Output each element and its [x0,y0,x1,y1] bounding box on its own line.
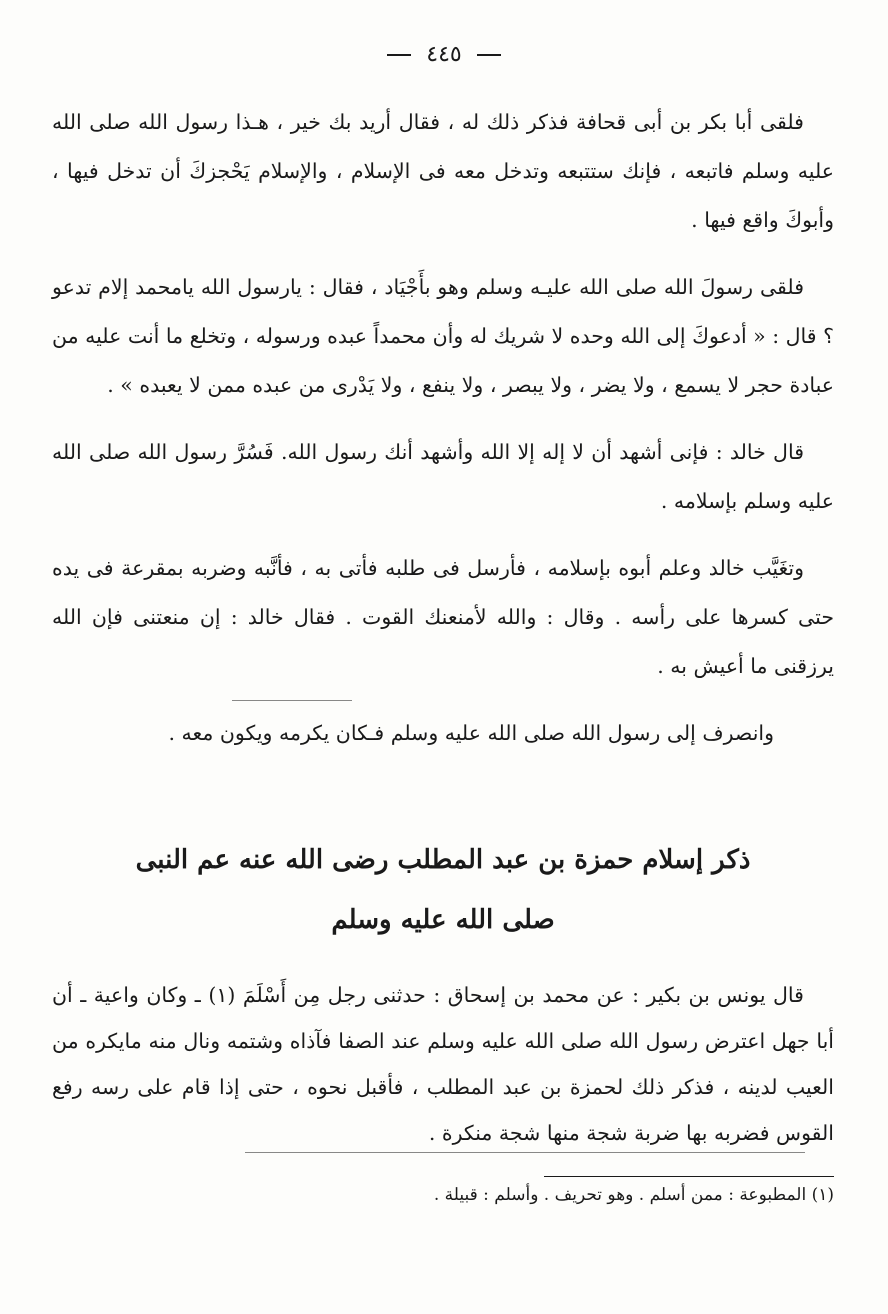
page-number-value: ٤٤٥ [426,42,462,67]
paragraph-khalid-father: وتغَيَّب خالد وعلم أبوه بإسلامه ، فأرسل فى طلبه فأتى به ، فأنَّبه وضربه بمقرعة فى يده حتى كسرها على رأسه . وقال : والله لأمنعنك القوت . فقال خالد : إن منعتنى فإن الله يرزقنى ما أعيش به . [52,556,834,678]
section-heading-line-2: صلى الله عليه وسلم [331,905,555,935]
footnote-divider [544,1176,834,1177]
pencil-underline-mark [232,700,352,701]
main-text-block [52,98,834,776]
page-number-dash-right [387,54,411,56]
paragraph-khalid-testimony: قال خالد : فإنى أشهد أن لا إله إلا الله وأشهد أنك رسول الله. فَسُرَّ رسول الله صلى الله عليه وسلم بإسلامه . [52,440,834,513]
section-heading-line-1: ذكر إسلام حمزة بن عبد المطلب رضى الله عنه عم النبى [135,845,751,875]
paragraph-meeting-prophet: فلقى رسولَ الله صلى الله عليـه وسلم وهو بأَجْيَاد ، فقال : يارسول الله يامحمد إلام تدعو ؟ قال : « أدعوكَ إلى الله وحده لا شريك له وأن محمداً عبده ورسوله ، وتخلع ما أنت عليه من عبادة حجر لا يسمع ، ولا يضر ، ولا يبصر ، ولا ينفع ، ولا يَدْرى من عبده ممن لا يعبده » . [52,275,834,397]
footnote: (١) المطبوعة : ممن أسلم . وهو تحريف . وأسلم : قبيلة . [433,1185,834,1205]
section-text-block [52,972,834,1174]
paragraph-yunus-narration: قال يونس بن بكير : عن محمد بن إسحاق : حدثنى رجل مِن أَسْلَمَ (١) ـ وكان واعية ـ أن أبا جهل اعترض رسول الله صلى الله عليه وسلم عند الصفا فآذاه وشتمه ونال منه مايكره من العيب لدينه ، فذكر ذلك لحمزة بن عبد المطلب ، فأقبل نحوه ، حتى إذا قام على رسه رفع القوس فضربه بها ضربة شجة منها شجة منكرة . [52,983,834,1145]
section-heading [52,830,834,950]
pencil-underline-mark [245,1152,805,1153]
paragraph-abu-bakr: فلقى أبا بكر بن أبى قحافة فذكر ذلك له ، فقال أريد بك خير ، هـذا رسول الله صلى الله عليه وسلم فاتبعه ، فإنك ستتبعه وتدخل معه فى الإسلام ، والإسلام يَحْجزكَ أن تدخل فيها ، وأبوكَ واقع فيها . [52,110,834,232]
page-number-dash-left [477,54,501,56]
paragraph-returned: وانصرف إلى رسول الله صلى الله عليه وسلم فـكان يكرمه ويكون معه . [168,721,774,745]
page-number [0,42,888,67]
